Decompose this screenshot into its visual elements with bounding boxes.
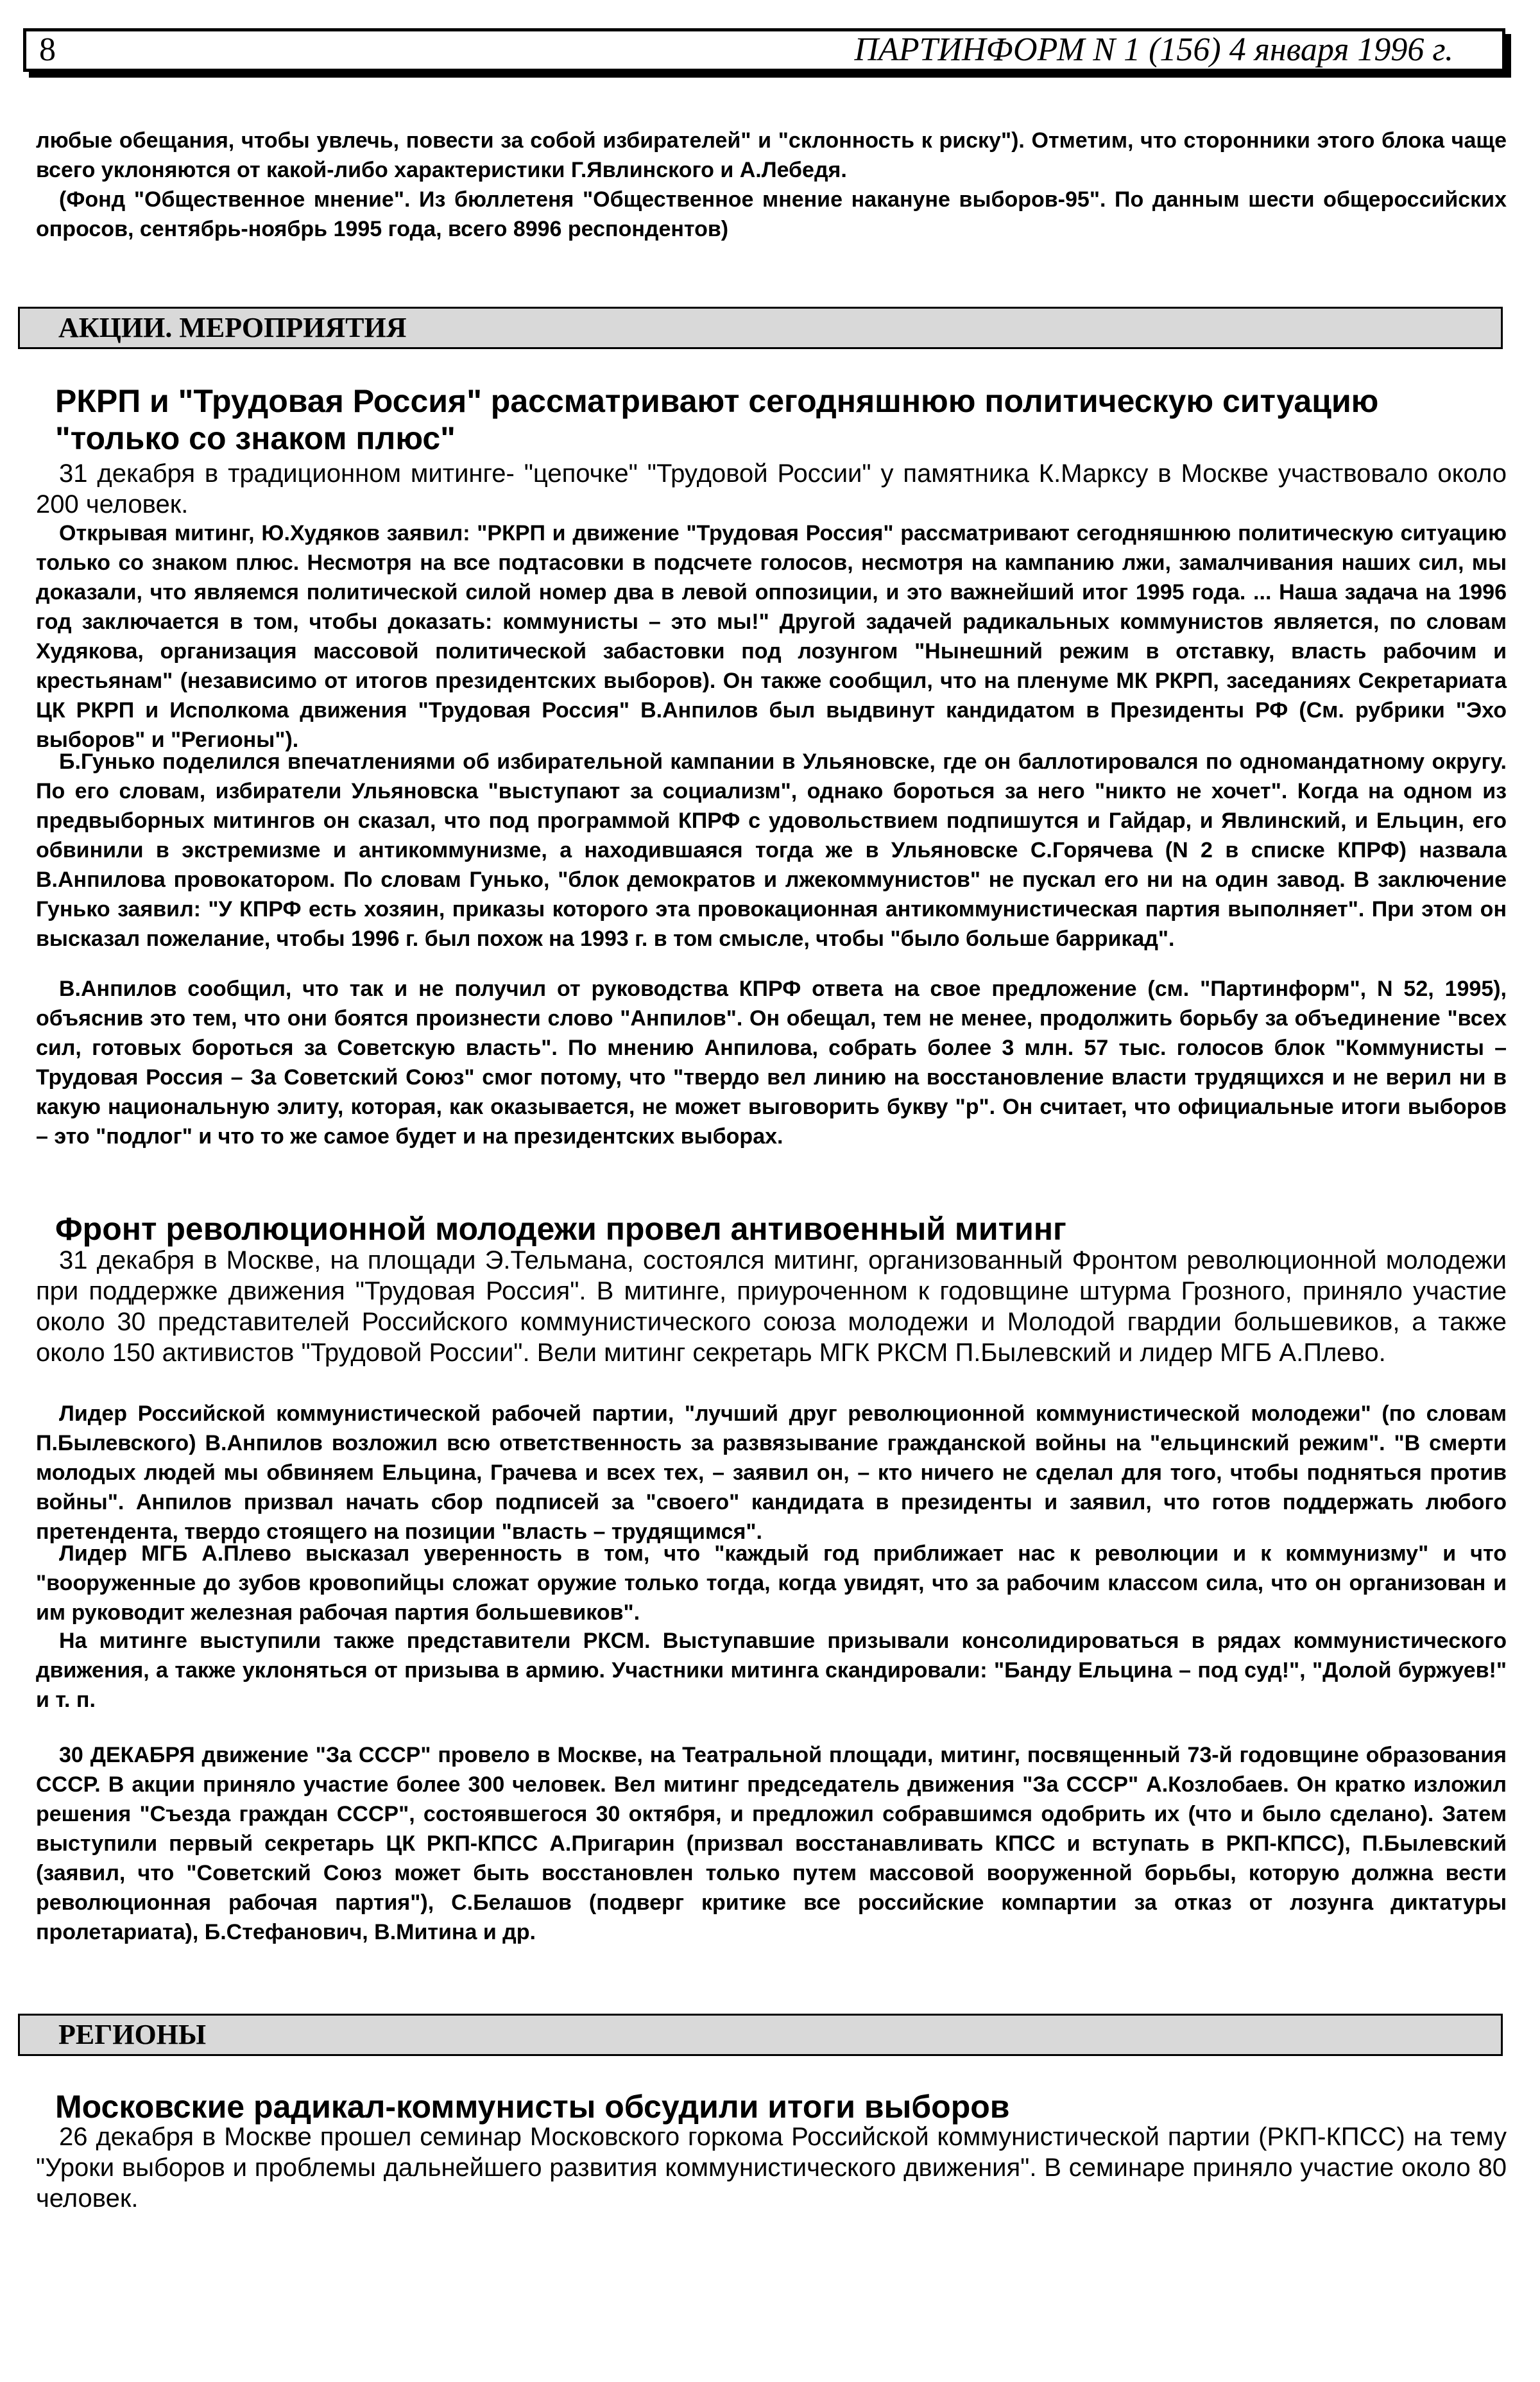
section-title: АКЦИИ. МЕРОПРИЯТИЯ bbox=[58, 312, 407, 343]
publication-title: ПАРТИНФОРМ N 1 (156) 4 января 1996 г. bbox=[854, 31, 1453, 68]
article-paragraph: В.Анпилов сообщил, что так и не получил от руководства КПРФ ответа на свое предложение (см. "Партинформ", N 52, 1995), объяснив это тем, что они боятся произнести слово "Анпилов". Он обещал, тем не менее, продолжить борьбу за объединение "всех сил, готовых бороться за Советскую власть". По мнению Анпилова, собрать более 3 млн. 57 тыс. голосов блок "Коммунисты – Трудовая Россия – За Советский Союз" смог потому, что "твердо вел линию на восстановление власти трудящихся и не верил ни в какую национальную элиту, которая, как оказывается, не может выговорить букву "р". Он считает, что официальные итоги выборов – это "подлог" и что то же самое будет и на президентских выборах. bbox=[36, 977, 1507, 1149]
section-header-regions bbox=[18, 2014, 1503, 2056]
article-paragraph: Открывая митинг, Ю.Худяков заявил: "РКРП и движение "Трудовая Россия" рассматривают сегодняшнюю политическую ситуацию только со знаком плюс. Несмотря на все подтасовки в подсчете голосов, несмотря на кампанию лжи, замалчивания наших сил, мы доказали, что являемся политической силой номер два в левой оппозиции, и это важнейший итог 1995 года. ... Наша задача на 1996 год заключается в том, чтобы доказать: коммунисты – это мы!" Другой задачей радикальных коммунистов является, по словам Худякова, организация массовой политической забастовки под лозунгом "Нынешний режим в отставку, власть рабочим и крестьянам" (независимо от итогов президентских выборов). Он также сообщил, что на пленуме МК РКРП, заседаниях Секретариата ЦК РКРП и Исполкома движения "Трудовая Россия" В.Анпилов был выдвинут кандидатом в Президенты РФ (См. рубрики "Эхо выборов" и "Регионы"). bbox=[36, 521, 1507, 752]
article-lead: 31 декабря в Москве, на площади Э.Тельмана, состоялся митинг, организованный Фронтом революционной молодежи при поддержке движения "Трудовая Россия". В митинге, приуроченном к годовщине штурма Грозного, приняло участие около 30 представителей Российского коммунистического союза молодежи и Молодой гвардии большевиков, а также около 150 активистов "Трудовой России". Вели митинг секретарь МГК РКСМ П.Былевский и лидер МГБ А.Плево. bbox=[36, 1246, 1507, 1367]
article-lead: 31 декабря в традиционном митинге- "цепочке" "Трудовой России" у памятника К.Марксу в Москве участвовало около 200 человек. bbox=[36, 459, 1507, 518]
article-headline: Московские радикал-коммунисты обсудили итоги выборов bbox=[55, 2089, 1010, 2125]
article-paragraph: Лидер Российской коммунистической рабочей партии, "лучший друг революционной коммунистической молодежи" (по словам П.Былевского) В.Анпилов возложил всю ответственность за развязывание гражданской войны на "ельцинский режим". "В смерти молодых людей мы обвиняем Ельцина, Грачева и всех тех, – заявил он, – кто ничего не сделал для того, чтобы подняться против войны". Анпилов призвал начать сбор подписей за "своего" кандидата в президенты и заявил, что готов поддержать любого претендента, твердо стоящего на позиции "власть – трудящимся". bbox=[36, 1401, 1507, 1544]
section-header-actions bbox=[18, 307, 1503, 349]
intro-paragraph: любые обещания, чтобы увлечь, повести за собой избирателей" и "склонность к риску"). Отметим, что сторонники этого блока чаще всего уклоняются от какой-либо характеристики Г.Явлинского и А.Лебедя. bbox=[36, 128, 1507, 182]
article-paragraph: 30 ДЕКАБРЯ движение "За СССР" провело в Москве, на Театральной площади, митинг, посвященный 73-й годовщине образования СССР. В акции приняло участие более 300 человек. Вел митинг председатель движения "За СССР" А.Козлобаев. Он кратко изложил решения "Съезда граждан СССР", состоявшегося 30 октября, и предложил собравшимся одобрить их (что и было сделано). Затем выступили первый секретарь ЦК РКП-КПСС А.Пригарин (призвал восстанавливать КПСС и вступать в РКП-КПСС), П.Былевский (заявил, что "Советский Союз может быть восстановлен только путем массовой вооруженной борьбы, которую должна вести революционная рабочая партия"), С.Белашов (подверг критике все российские компартии за отказ от лозунга диктатуры пролетариата), Б.Стефанович, В.Митина и др. bbox=[36, 1743, 1507, 1944]
article-paragraph: Лидер МГБ А.Плево высказал уверенность в том, что "каждый год приближает нас к революции и к коммунизму" и что "вооруженные до зубов кровопийцы сложат оружие только тогда, когда увидят, что за рабочим классом сила, что он организован и им руководит железная рабочая партия большевиков". bbox=[36, 1541, 1507, 1625]
section-title: РЕГИОНЫ bbox=[58, 2019, 207, 2050]
page-number: 8 bbox=[39, 31, 56, 68]
source-note: (Фонд "Общественное мнение". Из бюллетеня "Общественное мнение накануне выборов-95". По данным шести общероссийских опросов, сентябрь-ноябрь 1995 года, всего 8996 респондентов) bbox=[36, 187, 1507, 241]
article-paragraph: Б.Гунько поделился впечатлениями об избирательной кампании в Ульяновске, где он баллотировался по одномандатному округу. По его словам, избиратели Ульяновска "выступают за социализм", однако бороться за него "никто не хочет". Когда на одном из предвыборных митингов он сказал, что под программой КПРФ с удовольствием подпишутся и Гайдар, и Явлинский, и Ельцин, его обвинили в экстремизме и антикоммунизме, а находившаяся тогда же в Ульяновске С.Горячева (N 2 в списке КПРФ) назвала В.Анпилова провокатором. По словам Гунько, "блок демократов и лжекоммунистов" не пускал его ни на один завод. В заключение Гунько заявил: "У КПРФ есть хозяин, приказы которого эта провокационная антикоммунистическая партия выполняет". При этом он высказал пожелание, чтобы 1996 г. был похож на 1993 г. в том смысле, чтобы "было больше баррикад". bbox=[36, 750, 1507, 951]
article-paragraph: На митинге выступили также представители РКСМ. Выступавшие призывали консолидироваться в рядах коммунистического движения, а также уклоняться от призыва в армию. Участники митинга скандировали: "Банду Ельцина – под суд!", "Долой буржуев!" и т. п. bbox=[36, 1629, 1507, 1712]
article-lead: 26 декабря в Москве прошел семинар Московского горкома Российской коммунистической партии (РКП-КПСС) на тему "Уроки выборов и проблемы дальнейшего развития коммунистического движения". В семинаре приняло участие около 80 человек. bbox=[36, 2123, 1507, 2213]
article-headline: РКРП и "Трудовая Россия" рассматривают сегодняшнюю политическую ситуацию "только со знаком плюс" bbox=[55, 383, 1379, 456]
page-header bbox=[23, 28, 1505, 72]
article-headline: Фронт революционной молодежи провел антивоенный митинг bbox=[55, 1211, 1066, 1247]
